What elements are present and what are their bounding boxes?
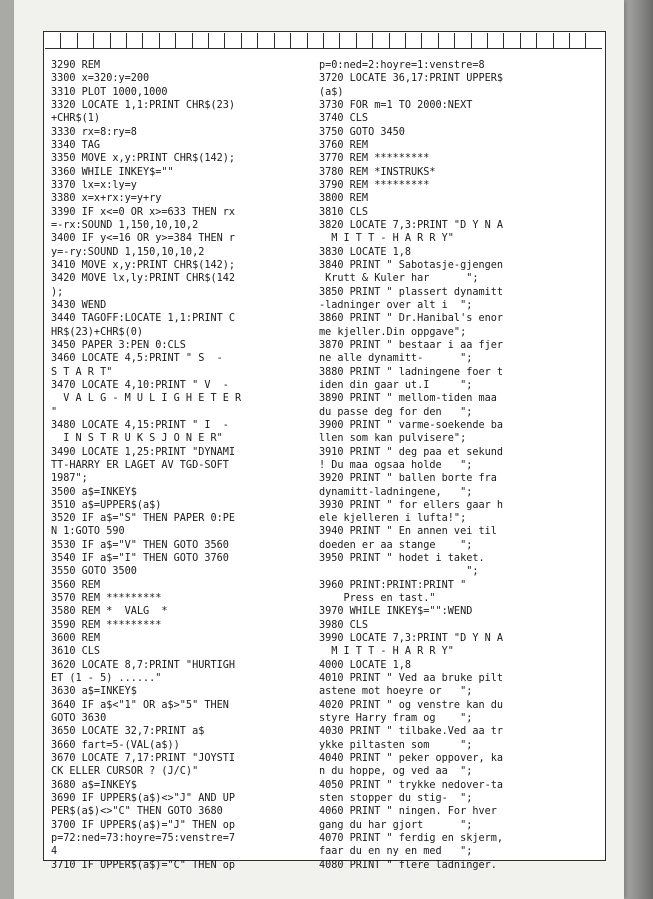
code-line: 3580 REM * VALG * bbox=[51, 606, 168, 618]
code-line: ET (1 - 5) ......" bbox=[51, 673, 162, 685]
code-line: faar du en ny en med "; bbox=[319, 846, 473, 858]
code-line: 3850 PRINT " plassert dynamitt bbox=[319, 286, 504, 298]
code-line: 3790 REM ********* bbox=[319, 179, 430, 191]
code-line: 4040 PRINT " peker oppover, ka bbox=[319, 753, 504, 765]
sprocket-square bbox=[488, 33, 504, 48]
sprocket-square bbox=[291, 33, 307, 48]
code-line: TT-HARRY ER LAGET AV TGD-SOFT bbox=[51, 459, 229, 471]
code-line: 3510 a$=UPPER$(a$) bbox=[51, 499, 162, 511]
code-line: (a$) bbox=[319, 86, 344, 98]
code-line: 3340 TAG bbox=[51, 139, 101, 151]
code-line: 4060 PRINT " ningen. For hver bbox=[319, 806, 497, 818]
code-line: 3590 REM ********* bbox=[51, 619, 162, 631]
sprocket-square bbox=[340, 33, 356, 48]
sprocket-square bbox=[45, 33, 61, 48]
code-line: astene mot hoeyre or "; bbox=[319, 686, 473, 698]
sprocket-square bbox=[324, 33, 340, 48]
code-line: 3380 x=x+rx:y=y+ry bbox=[51, 193, 162, 205]
code-line: 3880 PRINT " ladningene foer t bbox=[319, 366, 504, 378]
code-line: 3810 CLS bbox=[319, 206, 369, 218]
code-line: 3360 WHILE INKEY$="" bbox=[51, 166, 174, 178]
sprocket-square bbox=[160, 33, 176, 48]
code-line: 3640 IF a$<"1" OR a$>"5" THEN bbox=[51, 699, 229, 711]
sprocket-square bbox=[537, 33, 553, 48]
code-line: 3540 IF a$="I" THEN GOTO 3760 bbox=[51, 553, 229, 565]
code-line: 3780 REM *INSTRUKS* bbox=[319, 166, 436, 178]
sprocket-square bbox=[78, 33, 94, 48]
code-line: 3600 REM bbox=[51, 633, 101, 645]
code-line: CK ELLER CURSOR ? (J/C)" bbox=[51, 766, 199, 778]
sprocket-square bbox=[143, 33, 159, 48]
code-line: 3550 GOTO 3500 bbox=[51, 566, 137, 578]
code-line: 3330 rx=8:ry=8 bbox=[51, 126, 137, 138]
code-line: sten stopper du stig- "; bbox=[319, 793, 473, 805]
code-line: 3410 MOVE x,y:PRINT CHR$(142); bbox=[51, 259, 236, 271]
code-line: 3480 LOCATE 4,15:PRINT " I - bbox=[51, 419, 229, 431]
code-line: ele kjelleren i lufta!"; bbox=[319, 513, 467, 525]
sprocket-square bbox=[455, 33, 471, 48]
code-line: 3980 CLS bbox=[319, 619, 369, 631]
sprocket-square bbox=[554, 33, 570, 48]
sprocket-square bbox=[586, 33, 601, 48]
code-line: 3730 FOR m=1 TO 2000:NEXT bbox=[319, 99, 473, 111]
code-line: 3570 REM ********* bbox=[51, 593, 162, 605]
listing-column-right bbox=[319, 59, 595, 872]
sprocket-square bbox=[275, 33, 291, 48]
sprocket-square bbox=[357, 33, 373, 48]
code-line: ! Du maa ogsaa holde "; bbox=[319, 459, 473, 471]
code-line: 4080 PRINT " flere ladninger. bbox=[319, 859, 497, 871]
page-edge-shadow bbox=[619, 0, 653, 899]
code-line: Press en tast." bbox=[319, 593, 436, 605]
code-line: du passe deg for den "; bbox=[319, 406, 473, 418]
code-line: 3700 IF UPPER$(a$)="J" THEN op bbox=[51, 819, 236, 831]
code-line: llen som kan pulvisere"; bbox=[319, 433, 467, 445]
code-line: 3890 PRINT " mellom-tiden maa bbox=[319, 393, 497, 405]
code-line: iden din gaar ut.I "; bbox=[319, 379, 473, 391]
code-line: ne alle dynamitt- "; bbox=[319, 353, 473, 365]
code-line: 1987"; bbox=[51, 473, 88, 485]
listing-column-left bbox=[51, 59, 309, 872]
code-line: y=-ry:SOUND 1,150,10,10,2 bbox=[51, 246, 205, 258]
sprocket-square bbox=[209, 33, 225, 48]
code-line: 3900 PRINT " varme-soekende ba bbox=[319, 419, 504, 431]
sprocket-square bbox=[176, 33, 192, 48]
code-line: 4020 PRINT " og venstre kan du bbox=[319, 699, 504, 711]
code-line: gang du har gjort "; bbox=[319, 819, 473, 831]
code-line: 3720 LOCATE 36,17:PRINT UPPER$ bbox=[319, 73, 504, 85]
code-line: " bbox=[51, 406, 58, 418]
code-line: 3770 REM ********* bbox=[319, 153, 430, 165]
code-line: 4050 PRINT " trykke nedover-ta bbox=[319, 779, 504, 791]
code-line: "; bbox=[319, 566, 479, 578]
code-line: M I T T - H A R R Y" bbox=[319, 646, 454, 658]
sprocket-square bbox=[390, 33, 406, 48]
code-line: 3390 IF x<=0 OR x>=633 THEN rx bbox=[51, 206, 236, 218]
sprocket-square bbox=[504, 33, 520, 48]
code-line: 4000 LOCATE 1,8 bbox=[319, 659, 412, 671]
sprocket-square bbox=[472, 33, 488, 48]
code-line: S T A R T" bbox=[51, 366, 113, 378]
sprocket-square bbox=[258, 33, 274, 48]
code-line: 3500 a$=INKEY$ bbox=[51, 486, 137, 498]
code-line: 3950 PRINT " hodet i taket. bbox=[319, 553, 485, 565]
code-line: 4070 PRINT " ferdig en skjerm, bbox=[319, 833, 504, 845]
sprocket-square bbox=[94, 33, 110, 48]
sprocket-square bbox=[439, 33, 455, 48]
sprocket-square bbox=[373, 33, 389, 48]
code-line: n du hoppe, og ved aa "; bbox=[319, 766, 473, 778]
code-line: 3800 REM bbox=[319, 193, 369, 205]
code-line: 3430 WEND bbox=[51, 299, 107, 311]
sprocket-square bbox=[242, 33, 258, 48]
code-line: 3530 IF a$="V" THEN GOTO 3560 bbox=[51, 539, 229, 551]
code-line: +CHR$(1) bbox=[51, 113, 101, 125]
code-line: dynamitt-ladningene, "; bbox=[319, 486, 473, 498]
code-line: 3490 LOCATE 1,25:PRINT "DYNAMI bbox=[51, 446, 236, 458]
code-line: 3740 CLS bbox=[319, 113, 369, 125]
sprocket-square bbox=[521, 33, 537, 48]
code-line: 3930 PRINT " for ellers gaar h bbox=[319, 499, 504, 511]
code-line: me kjeller.Din oppgave"; bbox=[319, 326, 467, 338]
code-line: 3690 IF UPPER$(a$)<>"J" AND UP bbox=[51, 793, 236, 805]
code-line: 3910 PRINT " deg paa et sekund bbox=[319, 446, 504, 458]
code-line: 3520 IF a$="S" THEN PAPER 0:PE bbox=[51, 513, 236, 525]
code-line: Krutt & Kuler har "; bbox=[319, 273, 479, 285]
code-line: 4 bbox=[51, 846, 58, 858]
code-line: 3560 REM bbox=[51, 579, 101, 591]
code-line: 3320 LOCATE 1,1:PRINT CHR$(23) bbox=[51, 99, 236, 111]
code-line: 3760 REM bbox=[319, 139, 369, 151]
code-line: 3290 REM bbox=[51, 60, 101, 71]
code-line: 3420 MOVE lx,ly:PRINT CHR$(142 bbox=[51, 273, 236, 285]
code-line: styre Harry fram og "; bbox=[319, 713, 473, 725]
code-line: 3460 LOCATE 4,5:PRINT " S - bbox=[51, 353, 223, 365]
code-line: doeden er aa stange "; bbox=[319, 539, 473, 551]
code-line: 3370 lx=x:ly=y bbox=[51, 179, 137, 191]
sprocket-square bbox=[422, 33, 438, 48]
code-line: 3610 CLS bbox=[51, 646, 101, 658]
code-line: 3620 LOCATE 8,7:PRINT "HURTIGH bbox=[51, 659, 236, 671]
code-line: 3870 PRINT " bestaar i aa fjer bbox=[319, 339, 504, 351]
code-line: =-rx:SOUND 1,150,10,10,2 bbox=[51, 219, 199, 231]
code-line: 3470 LOCATE 4,10:PRINT " V - bbox=[51, 379, 229, 391]
code-line: 3310 PLOT 1000,1000 bbox=[51, 86, 168, 98]
code-line: ykke piltasten som "; bbox=[319, 739, 473, 751]
code-line: 3970 WHILE INKEY$="":WEND bbox=[319, 606, 473, 618]
code-line: 3920 PRINT " ballen borte fra bbox=[319, 473, 497, 485]
sprocket-square bbox=[127, 33, 143, 48]
code-line: 3670 LOCATE 7,17:PRINT "JOYSTI bbox=[51, 753, 236, 765]
sprocket-square bbox=[61, 33, 77, 48]
code-line: 3960 PRINT:PRINT:PRINT " bbox=[319, 579, 467, 591]
code-line: p=72:ned=73:hoyre=75:venstre=7 bbox=[51, 833, 236, 845]
code-line: I N S T R U K S J O N E R" bbox=[51, 433, 223, 445]
code-line: 3350 MOVE x,y:PRINT CHR$(142); bbox=[51, 153, 236, 165]
code-line: 3680 a$=INKEY$ bbox=[51, 779, 137, 791]
code-line: N 1:GOTO 590 bbox=[51, 526, 125, 538]
code-line: 3710 IF UPPER$(a$)="C" THEN op bbox=[51, 859, 236, 871]
code-line: 3660 fart=5-(VAL(a$)) bbox=[51, 739, 180, 751]
sprocket-square bbox=[111, 33, 127, 48]
code-line: M I T T - H A R R Y" bbox=[319, 233, 454, 245]
code-line: PER$(a$)<>"C" THEN GOTO 3680 bbox=[51, 806, 223, 818]
sprocket-square bbox=[225, 33, 241, 48]
code-line: 3860 PRINT " Dr.Hanibal's enor bbox=[319, 313, 504, 325]
code-line: 3400 IF y<=16 OR y>=384 THEN r bbox=[51, 233, 236, 245]
code-line: 3750 GOTO 3450 bbox=[319, 126, 405, 138]
sprocket-square bbox=[406, 33, 422, 48]
code-line: 3440 TAGOFF:LOCATE 1,1:PRINT C bbox=[51, 313, 236, 325]
code-line: ); bbox=[51, 286, 64, 298]
sprocket-square bbox=[570, 33, 586, 48]
code-line: 4010 PRINT " Ved aa bruke pilt bbox=[319, 673, 504, 685]
code-line: 3840 PRINT " Sabotasje-gjengen bbox=[319, 259, 504, 271]
code-line: 3990 LOCATE 7,3:PRINT "D Y N A bbox=[319, 633, 504, 645]
code-line: 3830 LOCATE 1,8 bbox=[319, 246, 412, 258]
code-line: GOTO 3630 bbox=[51, 713, 107, 725]
code-line: V A L G - M U L I G H E T E R bbox=[51, 393, 242, 405]
code-line: 3630 a$=INKEY$ bbox=[51, 686, 137, 698]
code-line: 3450 PAPER 3:PEN 0:CLS bbox=[51, 339, 186, 351]
code-line: HR$(23)+CHR$(0) bbox=[51, 326, 144, 338]
code-line: 3300 x=320:y=200 bbox=[51, 73, 150, 85]
code-line: 3940 PRINT " En annen vei til bbox=[319, 526, 497, 538]
sprocket-square bbox=[308, 33, 324, 48]
printer-sprocket-strip bbox=[45, 33, 602, 49]
code-line: 3650 LOCATE 32,7:PRINT a$ bbox=[51, 726, 205, 738]
code-line: 3820 LOCATE 7,3:PRINT "D Y N A bbox=[319, 219, 504, 231]
code-line: p=0:ned=2:hoyre=1:venstre=8 bbox=[319, 60, 485, 71]
code-line: -ladninger over alt i "; bbox=[319, 299, 473, 311]
sprocket-square bbox=[193, 33, 209, 48]
code-line: 4030 PRINT " tilbake.Ved aa tr bbox=[319, 726, 504, 738]
